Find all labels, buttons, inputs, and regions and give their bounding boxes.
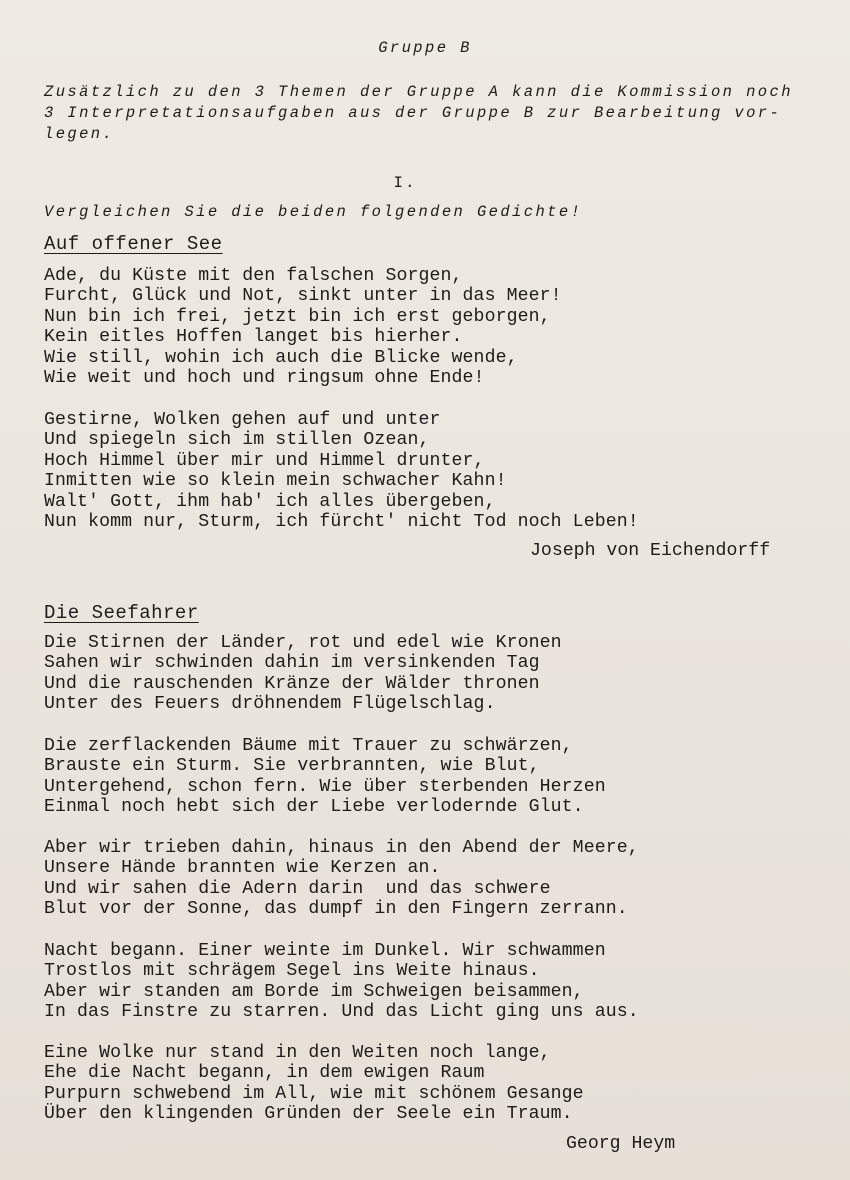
verse-line: Blut vor der Sonne, das dumpf in den Fingern zerrann. — [44, 899, 628, 920]
group-title: Gruppe B — [378, 39, 472, 57]
verse-line: Untergehend, schon fern. Wie über sterbenden Herzen — [44, 776, 606, 797]
verse-line: Nun bin ich frei, jetzt bin ich erst geborgen, — [44, 306, 551, 327]
verse-line: Nacht begann. Einer weinte im Dunkel. Wir schwammen — [44, 941, 606, 961]
verse-line: Über den klingenden Gründen der Seele ein Traum. — [44, 1104, 573, 1125]
poem1-title: Auf offener See — [44, 233, 223, 255]
poem2-title: Die Seefahrer — [44, 602, 199, 624]
poem2-author: Georg Heym — [566, 1134, 676, 1154]
verse-line: Ehe die Nacht begann, in dem ewigen Raum — [44, 1063, 485, 1084]
verse-line: Ade, du Küste mit den falschen Sorgen, — [44, 266, 463, 286]
verse-line: Walt' Gott, ihm hab' ich alles übergeben, — [44, 491, 496, 512]
verse-line: Gestirne, Wolken gehen auf und unter — [44, 410, 441, 430]
verse-line: Und wir sahen die Adern darin und das schwere — [44, 878, 551, 899]
intro-paragraph — [44, 82, 834, 145]
verse-line: Hoch Himmel über mir und Himmel drunter, — [44, 450, 485, 471]
verse-line: Nun komm nur, Sturm, ich fürcht' nicht Tod noch Leben! — [44, 512, 639, 533]
section-number: I. — [393, 174, 417, 192]
verse-line: Eine Wolke nur stand in den Weiten noch lange, — [44, 1043, 551, 1063]
poem1-stanza-2 — [44, 410, 639, 532]
verse-line: Und spiegeln sich im stillen Ozean, — [44, 430, 430, 451]
verse-line: Einmal noch hebt sich der Liebe verlodernde Glut. — [44, 797, 584, 818]
intro-line: legen. — [44, 125, 115, 143]
verse-line: Wie still, wohin ich auch die Blicke wende, — [44, 347, 518, 368]
verse-line: In das Finstre zu starren. Und das Licht ging uns aus. — [44, 1002, 639, 1023]
poem1-stanza-1 — [44, 266, 562, 388]
verse-line: Die Stirnen der Länder, rot und edel wie Kronen — [44, 633, 562, 653]
poem2-stanza-5 — [44, 1043, 584, 1125]
poem2-stanza-2 — [44, 736, 606, 818]
poem2-stanza-3 — [44, 838, 639, 920]
intro-line: 3 Interpretationsaufgaben aus der Gruppe B zur Bearbeitung vor- — [44, 104, 782, 122]
verse-line: Purpurn schwebend im All, wie mit schönem Gesange — [44, 1083, 584, 1104]
verse-line: Unter des Feuers dröhnendem Flügelschlag. — [44, 694, 496, 715]
poem2-stanza-4 — [44, 941, 639, 1023]
verse-line: Inmitten wie so klein mein schwacher Kahn! — [44, 471, 507, 492]
poem1-author: Joseph von Eichendorff — [530, 541, 771, 561]
verse-line: Aber wir standen am Borde im Schweigen beisammen, — [44, 981, 584, 1002]
intro-line: Zusätzlich zu den 3 Themen der Gruppe A kann die Kommission noch — [44, 83, 793, 101]
task-instruction: Vergleichen Sie die beiden folgenden Gedichte! — [44, 203, 583, 221]
verse-line: Furcht, Glück und Not, sinkt unter in das Meer! — [44, 286, 562, 307]
poem2-stanza-1 — [44, 633, 562, 715]
verse-line: Brauste ein Sturm. Sie verbrannten, wie Blut, — [44, 756, 540, 777]
verse-line: Wie weit und hoch und ringsum ohne Ende! — [44, 368, 485, 389]
verse-line: Die zerflackenden Bäume mit Trauer zu schwärzen, — [44, 736, 573, 756]
verse-line: Sahen wir schwinden dahin im versinkenden Tag — [44, 653, 540, 674]
verse-line: Unsere Hände brannten wie Kerzen an. — [44, 858, 441, 879]
verse-line: Aber wir trieben dahin, hinaus in den Abend der Meere, — [44, 838, 639, 858]
verse-line: Trostlos mit schrägem Segel ins Weite hinaus. — [44, 961, 540, 982]
verse-line: Kein eitles Hoffen langet bis hierher. — [44, 327, 463, 348]
verse-line: Und die rauschenden Kränze der Wälder thronen — [44, 673, 540, 694]
